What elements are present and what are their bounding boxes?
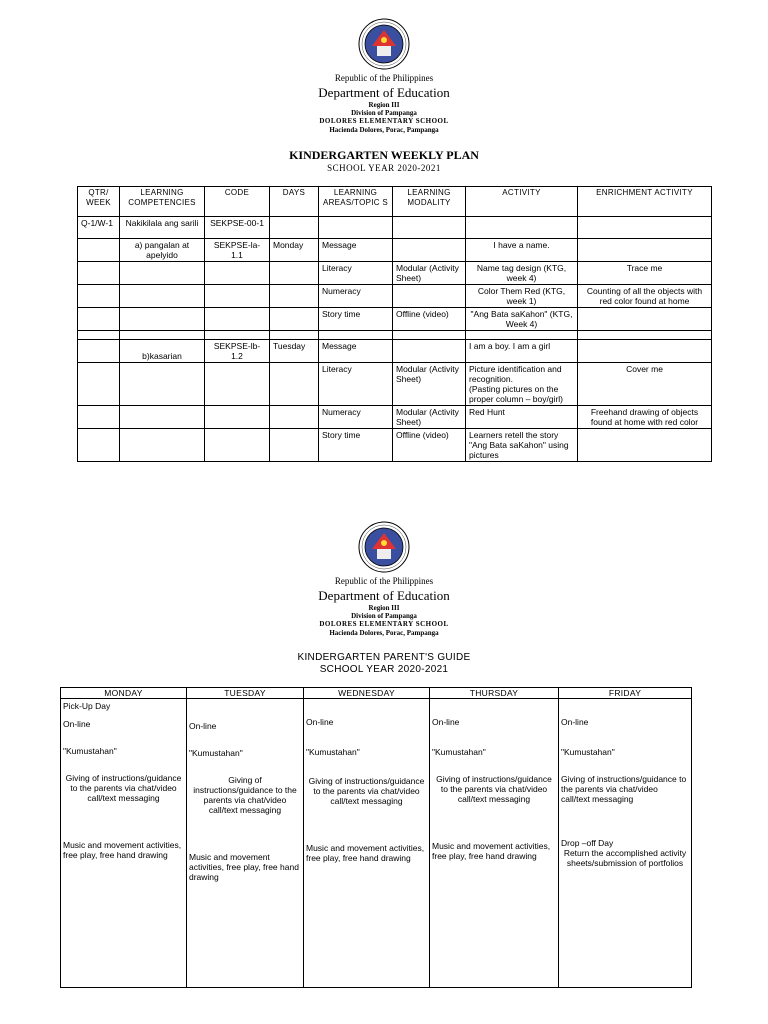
cell-area [319,331,393,340]
cell-area: Numeracy [319,406,393,429]
header-enrichment: ENRICHMENT ACTIVITY [578,187,712,217]
online-text: On-line [306,717,334,727]
cell-code [205,406,270,429]
cell-qtr [78,340,120,363]
online-text: On-line [189,721,217,731]
cell-day: Tuesday [270,340,319,363]
cell-day: Monday [270,239,319,262]
giving-instructions-text: Giving of instructions/guidance to the parents via chat/video call/text messaging [65,773,182,803]
cell-modality: Modular (Activity Sheet) [393,262,466,285]
friday-cell [559,699,692,988]
header-modality: LEARNING MODALITY [393,187,466,217]
table-header-row [61,688,692,699]
kumustahan-text: "Kumustahan" [432,747,486,757]
cell-area: Numeracy [319,285,393,308]
giving-instructions-text: Giving of instructions/guidance to the parents via chat/video call/text messaging [193,775,297,815]
cell-day [270,217,319,239]
thursday-cell [430,699,559,988]
cell-code [205,331,270,340]
republic-text: Republic of the Philippines [334,73,434,83]
cell-qtr [78,262,120,285]
tuesday-cell [187,699,304,988]
cell-enrichment [578,308,712,331]
cell-enrichment [578,239,712,262]
music-movement-text: Music and movement activities, free play, free hand drawing [306,843,425,863]
giving-instructions-text: Giving of instructions/guidance to the parents via chat/video call/text messaging [436,774,552,804]
online-text: On-line [432,717,460,727]
parents-guide-table [60,687,692,988]
cell-modality [393,285,466,308]
table-row [78,262,712,285]
cell-code [205,285,270,308]
music-movement-text: Music and movement activities, free play, free hand drawing [432,841,551,861]
cell-code: SEKPSE-00-1 [205,217,270,239]
table-row [78,363,712,406]
region-text: Region III [368,101,400,109]
cell-competency: b)kasarian [120,340,205,363]
cell-code [205,262,270,285]
kumustahan-text: "Kumustahan" [561,747,615,757]
department-text: Department of Education [318,588,450,603]
cell-enrichment: Trace me [578,262,712,285]
cell-enrichment: Freehand drawing of objects found at home with red color [578,406,712,429]
cell-activity [466,217,578,239]
table-row [78,285,712,308]
cell-day [270,406,319,429]
cell-code: SEKPSE-la-1.1 [205,239,270,262]
weekly-plan-title: KINDERGARTEN WEEKLY PLAN [289,148,479,162]
region-text: Region III [368,604,400,612]
header-code: CODE [205,187,270,217]
cell-competency [120,331,205,340]
cell-enrichment: Counting of all the objects with red color found at home [578,285,712,308]
school-text: DOLORES ELEMENTARY SCHOOL [319,117,449,125]
cell-competency: Nakikilala ang sarili [120,217,205,239]
department-text: Department of Education [318,85,450,100]
table-row [78,406,712,429]
music-movement-text: Music and movement activities, free play, free hand drawing [63,840,182,860]
division-text: Division of Pampanga [351,612,417,620]
cell-code: SEKPSE-lb-1.2 [205,340,270,363]
cell-qtr [78,429,120,462]
cell-enrichment: Cover me [578,363,712,406]
cell-activity: I am a boy. I am a girl [466,340,578,363]
cell-day [270,331,319,340]
deped-seal-icon [358,18,410,70]
table-row [78,331,712,340]
giving-instructions-text: Giving of instructions/guidance to the parents via chat/video call/text messaging [561,774,687,804]
parents-guide-title: KINDERGARTEN PARENT'S GUIDE [297,652,471,663]
cell-modality [393,239,466,262]
cell-enrichment [578,217,712,239]
cell-code [205,308,270,331]
cell-code [205,363,270,406]
deped-seal-icon [358,521,410,573]
cell-competency [120,429,205,462]
table-row [78,308,712,331]
cell-enrichment [578,340,712,363]
cell-day [270,308,319,331]
return-sheets-text: Return the accomplished activity sheets/submission of portfolios [563,848,687,868]
cell-area: Message [319,340,393,363]
address-text: Hacienda Dolores, Porac, Pampanga [329,629,439,637]
music-movement-text: Music and movement activities, free play, free hand drawing [189,852,299,882]
table-row [61,699,692,988]
cell-competency [120,363,205,406]
address-text: Hacienda Dolores, Porac, Pampanga [329,126,439,134]
cell-day [270,429,319,462]
cell-activity [466,331,578,340]
cell-activity [466,363,578,406]
activity-text: Picture identification and recognition. [469,364,562,384]
cell-modality [393,331,466,340]
cell-qtr [78,363,120,406]
cell-competency [120,406,205,429]
monday-cell [61,699,187,988]
cell-competency [120,285,205,308]
cell-activity: Learners retell the story "Ang Bata saKahon" using pictures [466,429,578,462]
cell-activity: Red Hunt [466,406,578,429]
kumustahan-text: "Kumustahan" [306,747,360,757]
table-row [78,217,712,239]
header-competencies: LEARNING COMPETENCIES [120,187,205,217]
header-friday: FRIDAY [559,688,692,699]
kumustahan-text: "Kumustahan" [189,748,243,758]
cell-activity: Name tag design (KTG, week 4) [466,262,578,285]
wednesday-cell [304,699,430,988]
cell-qtr [78,285,120,308]
cell-activity: I have a name. [466,239,578,262]
header-activity: ACTIVITY [466,187,578,217]
dropoff-day-text: Drop –off Day [561,838,614,848]
table-row [78,429,712,462]
header-tuesday: TUESDAY [187,688,304,699]
cell-qtr [78,406,120,429]
header-monday: MONDAY [61,688,187,699]
header-qtr-week: QTR/ WEEK [78,187,120,217]
school-text: DOLORES ELEMENTARY SCHOOL [319,620,449,628]
cell-area: Literacy [319,363,393,406]
cell-competency [120,262,205,285]
online-text: On-line [63,719,91,729]
pickup-day-text: Pick-Up Day [63,701,111,711]
table-header-row [78,187,712,217]
cell-activity: "Ang Bata saKahon" (KTG, Week 4) [466,308,578,331]
giving-instructions-text: Giving of instructions/guidance to the parents via chat/video call/text messaging [308,776,425,806]
cell-area [319,217,393,239]
cell-competency: a) pangalan at apelyido [120,239,205,262]
cell-area: Story time [319,429,393,462]
cell-qtr [78,239,120,262]
cell-activity: Color Them Red (KTG, week 1) [466,285,578,308]
cell-qtr [78,331,120,340]
cell-code [205,429,270,462]
cell-day [270,262,319,285]
republic-text: Republic of the Philippines [334,576,434,586]
division-text: Division of Pampanga [351,109,417,117]
cell-day [270,363,319,406]
header-learning-areas: LEARNING AREAS/TOPIC S [319,187,393,217]
school-year-text: SCHOOL YEAR 2020-2021 [319,664,449,675]
cell-qtr: Q-1/W-1 [78,217,120,239]
online-text: On-line [561,717,589,727]
cell-enrichment [578,429,712,462]
header-days: DAYS [270,187,319,217]
cell-area: Literacy [319,262,393,285]
kumustahan-text: "Kumustahan" [63,746,117,756]
table-row [78,239,712,262]
cell-enrichment [578,331,712,340]
cell-modality [393,217,466,239]
cell-competency [120,308,205,331]
header-thursday: THURSDAY [430,688,559,699]
cell-modality: Offline (video) [393,308,466,331]
cell-modality: Modular (Activity Sheet) [393,363,466,406]
cell-modality [393,340,466,363]
table-row [78,340,712,363]
cell-modality: Modular (Activity Sheet) [393,406,466,429]
activity-note: (Pasting pictures on the proper column – boy/girl) [469,384,564,404]
cell-modality: Offline (video) [393,429,466,462]
cell-qtr [78,308,120,331]
cell-day [270,285,319,308]
header-wednesday: WEDNESDAY [304,688,430,699]
weekly-plan-table [77,186,712,462]
school-year-text: SCHOOL YEAR 2020-2021 [327,163,441,173]
cell-area: Story time [319,308,393,331]
cell-area: Message [319,239,393,262]
